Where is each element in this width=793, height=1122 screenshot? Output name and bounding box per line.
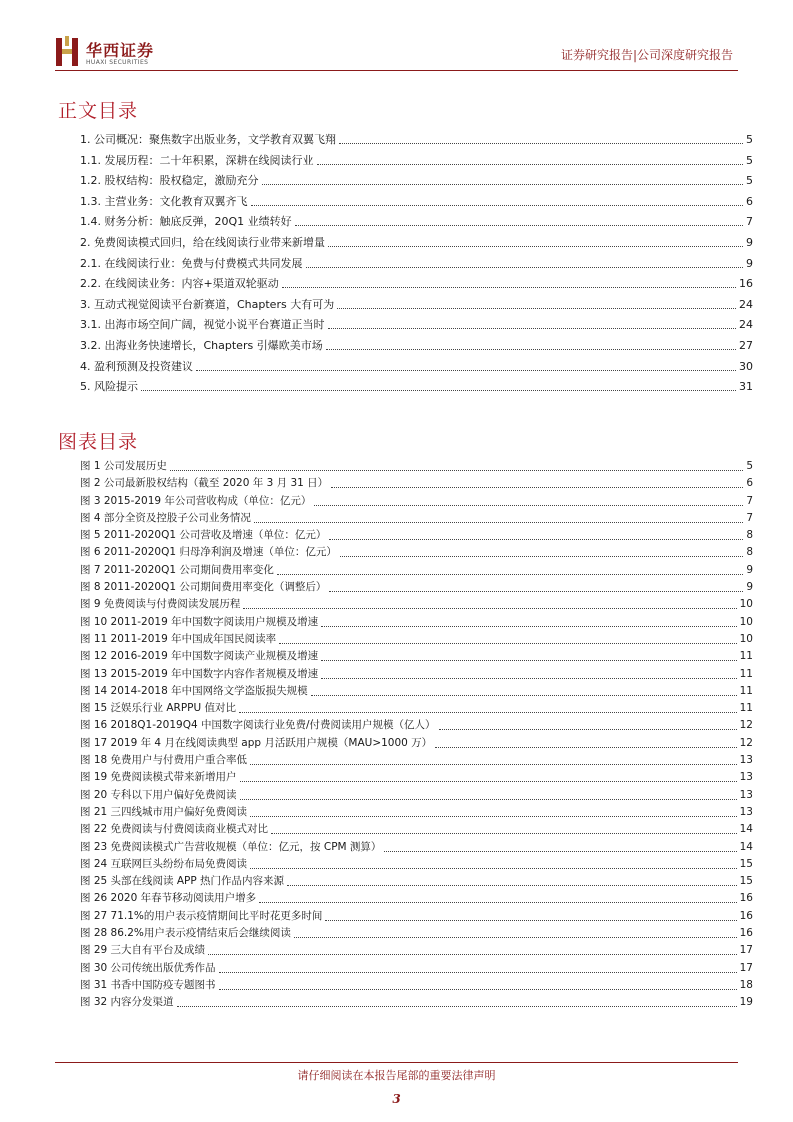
figure-entry-label: 图 23 免费阅读模式广告营收规模（单位：亿元，按 CPM 测算） [80,840,382,853]
figure-entry-label: 图 14 2014-2018 年中国网络文学盗版损失规模 [80,684,308,697]
figure-entry-label: 图 4 部分全资及控股子公司业务情况 [80,511,251,524]
toc-entry-label: 2. 免费阅读模式回归，给在线阅读行业带来新增量 [80,235,325,249]
figure-entry-label: 图 19 免费阅读模式带来新增用户 [80,771,237,784]
toc-entry-label: 4. 盈利预测及投资建议 [80,359,193,373]
figure-entry[interactable] [80,823,753,836]
figures-title: 图表目录 [58,431,139,453]
figure-entry[interactable] [80,789,753,802]
figure-entry[interactable] [80,495,753,508]
figure-entry-page: 11 [739,650,753,663]
figure-entry-page: 15 [739,875,753,888]
figure-entry-page: 14 [739,840,753,853]
legal-disclaimer: 请仔细阅读在本报告尾部的重要法律声明 [297,1069,496,1082]
figure-entry-label: 图 29 三大自有平台及成绩 [80,944,206,957]
toc-entry-page: 24 [739,318,753,332]
figure-entry[interactable] [80,875,753,888]
figure-entry-page: 17 [739,944,753,957]
figure-entry-page: 16 [739,927,753,940]
figure-entry[interactable] [80,927,753,940]
dot-leader [277,573,743,575]
figure-entry-label: 图 15 泛娱乐行业 ARPPU 值对比 [80,702,237,715]
figure-entry-label: 图 21 三四线城市用户偏好免费阅读 [80,805,248,818]
logo-chinese-name: 华西证券 [86,41,155,60]
figure-entry[interactable] [80,460,753,473]
dot-leader [219,988,737,990]
figure-entry-label: 图 17 2019 年 4 月在线阅读典型 app 月活跃用户规模（MAU>1000 万） [80,736,433,749]
dot-leader [295,224,743,226]
figure-entry[interactable] [80,633,753,646]
toc-entry-label: 3.1. 出海市场空间广阔，视觉小说平台赛道正当时 [80,318,325,332]
dot-leader [240,780,737,782]
figure-entry[interactable] [80,962,753,975]
header-divider [55,70,738,71]
dot-leader [239,711,737,713]
figure-entry[interactable] [80,892,753,905]
toc-entry[interactable] [80,215,753,228]
figure-entry-label: 图 20 专科以下用户偏好免费阅读 [80,788,237,801]
figure-entry-label: 图 5 2011-2020Q1 公司营收及增速（单位：亿元） [80,529,327,542]
figure-entry[interactable] [80,806,753,819]
dot-leader [240,798,737,800]
toc-entry[interactable] [80,277,753,290]
figure-entry-page: 11 [739,684,753,697]
toc-entry[interactable] [80,360,753,373]
figures-list [80,460,753,1014]
figure-entry-page: 9 [746,563,753,576]
dot-leader [287,884,737,886]
toc-entry-label: 2.2. 在线阅读业务：内容+渠道双轮驱动 [80,277,279,291]
figure-entry-page: 11 [739,702,753,715]
toc-entry-label: 2.1. 在线阅读行业：免费与付费模式共同发展 [80,256,303,270]
figure-entry-label: 图 13 2015-2019 年中国数字内容作者规模及增速 [80,667,319,680]
dot-leader [331,486,743,488]
figure-entry-page: 18 [739,978,753,991]
figure-entry-label: 图 16 2018Q1-2019Q4 中国数字阅读行业免费/付费阅读用户规模（亿人） [80,719,436,732]
toc-entry-label: 1.2. 股权结构：股权稳定，激励充分 [80,174,259,188]
toc-entry-page: 6 [746,194,753,208]
figure-entry[interactable] [80,529,753,542]
dot-leader [250,867,737,869]
dot-leader [384,850,736,852]
toc-entry-label: 5. 风险提示 [80,380,138,394]
toc-entry-page: 5 [746,153,753,167]
toc-entry-page: 5 [746,133,753,146]
figure-entry[interactable] [80,702,753,715]
figure-entry[interactable] [80,858,753,871]
figure-entry-label: 图 9 免费阅读与付费阅读发展历程 [80,598,241,611]
figure-entry-label: 图 32 内容分发渠道 [80,996,174,1009]
footer-divider [55,1062,738,1063]
dot-leader [325,919,736,921]
dot-leader [251,204,744,206]
figure-entry-page: 17 [739,961,753,974]
figure-entry[interactable] [80,668,753,681]
toc-entry-label: 3.2. 出海业务快速增长，Chapters 引爆欧美市场 [80,338,323,352]
dot-leader [321,659,737,661]
figure-entry-page: 16 [739,909,753,922]
toc-list [80,133,753,401]
dot-leader [328,327,737,329]
figure-entry-label: 图 2 公司最新股权结构（截至 2020 年 3 月 31 日） [80,477,329,490]
dot-leader [340,555,743,557]
toc-entry-page: 9 [746,235,753,249]
toc-entry-label: 1.1. 发展历程：二十年积累，深耕在线阅读行业 [80,153,314,167]
figure-entry[interactable] [80,910,753,923]
dot-leader [329,590,743,592]
figure-entry[interactable] [80,841,753,854]
figure-entry-page: 13 [739,771,753,784]
figure-entry-label: 图 31 书香中国防疫专题图书 [80,978,216,991]
figure-entry-page: 10 [739,632,753,645]
toc-entry-page: 31 [739,380,753,394]
logo-english-name: HUAXI SECURITIES [86,59,149,66]
dot-leader [328,245,743,247]
figure-entry[interactable] [80,581,753,594]
dot-leader [279,642,737,644]
figure-entry-page: 13 [739,805,753,818]
figure-entry-label: 图 22 免费阅读与付费阅读商业模式对比 [80,823,269,836]
page-number: 3 [392,1092,401,1106]
figure-entry-label: 图 25 头部在线阅读 APP 热门作品内容来源 [80,875,285,888]
toc-entry-page: 5 [746,174,753,188]
toc-entry[interactable] [80,195,753,208]
dot-leader [439,728,737,730]
toc-entry[interactable] [80,298,753,311]
dot-leader [250,815,737,817]
toc-entry-page: 30 [739,359,753,373]
dot-leader [254,521,743,523]
dot-leader [208,953,737,955]
figure-entry-page: 7 [746,494,753,507]
figure-entry-label: 图 28 86.2%用户表示疫情结束后会继续阅读 [80,927,291,940]
figure-entry-label: 图 24 互联网巨头纷纷布局免费阅读 [80,857,248,870]
figure-entry-page: 13 [739,788,753,801]
figure-entry[interactable] [80,546,753,559]
figure-entry-page: 10 [739,598,753,611]
figure-entry-label: 图 6 2011-2020Q1 归母净利润及增速（单位：亿元） [80,546,337,559]
toc-entry-label: 3. 互动式视觉阅读平台新赛道，Chapters 大有可为 [80,297,335,311]
figure-entry-label: 图 27 71.1%的用户表示疫情期间比平时花更多时间 [80,909,323,922]
figure-entry-label: 图 12 2016-2019 年中国数字阅读产业规模及增速 [80,650,319,663]
dot-leader [326,348,736,350]
figure-entry-page: 13 [739,754,753,767]
toc-entry[interactable] [80,236,753,249]
dot-leader [314,504,743,506]
figure-entry-page: 19 [739,996,753,1009]
toc-title: 正文目录 [58,100,139,122]
figure-entry-label: 图 26 2020 年春节移动阅读用户增多 [80,892,257,905]
huaxi-logo-icon [55,36,79,68]
figure-entry[interactable] [80,719,753,732]
figure-entry-page: 12 [739,736,753,749]
figure-entry[interactable] [80,944,753,957]
dot-leader [317,163,744,165]
figure-entry-page: 7 [746,511,753,524]
figure-entry-label: 图 8 2011-2020Q1 公司期间费用率变化（调整后） [80,581,327,594]
toc-entry[interactable] [80,174,753,187]
toc-entry-page: 27 [739,338,753,352]
figure-entry-page: 9 [746,581,753,594]
figure-entry-label: 图 10 2011-2019 年中国数字阅读用户规模及增速 [80,615,319,628]
figure-entry[interactable] [80,737,753,750]
toc-entry[interactable] [80,133,753,146]
toc-entry-label: 1.3. 主营业务：文化教育双翼齐飞 [80,194,248,208]
dot-leader [177,1005,737,1007]
toc-entry[interactable] [80,380,753,393]
dot-leader [294,936,737,938]
figure-entry[interactable] [80,979,753,992]
figure-entry[interactable] [80,598,753,611]
toc-entry-label: 1.4. 财务分析：触底反弹，20Q1 业绩转好 [80,215,292,229]
toc-entry-label: 1. 公司概况：聚焦数字出版业务，文学教育双翼飞翔 [80,133,336,146]
dot-leader [170,469,743,471]
figure-entry-page: 5 [746,460,753,472]
figure-entry[interactable] [80,996,753,1009]
dot-leader [282,286,736,288]
dot-leader [306,266,744,268]
figure-entry-page: 6 [746,477,753,490]
figure-entry-label: 图 1 公司发展历史 [80,460,167,472]
figure-entry[interactable] [80,616,753,629]
report-type-label: 证券研究报告|公司深度研究报告 [560,48,733,62]
dot-leader [219,971,737,973]
figure-entry[interactable] [80,477,753,490]
dot-leader [259,901,737,903]
dot-leader [435,746,736,748]
dot-leader [337,307,736,309]
toc-entry-page: 7 [746,215,753,229]
figure-entry-page: 14 [739,823,753,836]
figure-entry[interactable] [80,650,753,663]
figure-entry-label: 图 11 2011-2019 年中国成年国民阅读率 [80,632,277,645]
dot-leader [250,763,737,765]
toc-entry[interactable] [80,257,753,270]
figure-entry-label: 图 18 免费用户与付费用户重合率低 [80,754,248,767]
figure-entry-page: 15 [739,857,753,870]
figure-entry[interactable] [80,771,753,784]
toc-entry-page: 24 [739,297,753,311]
dot-leader [321,625,737,627]
dot-leader [321,677,737,679]
page-header [0,0,793,75]
figure-entry[interactable] [80,685,753,698]
toc-entry-page: 9 [746,256,753,270]
figure-entry-label: 图 3 2015-2019 年公司营收构成（单位：亿元） [80,494,312,507]
figure-entry-page: 8 [746,546,753,559]
toc-entry-page: 16 [739,277,753,291]
figure-entry[interactable] [80,564,753,577]
figure-entry-page: 16 [739,892,753,905]
dot-leader [141,389,736,391]
figure-entry[interactable] [80,512,753,525]
toc-entry[interactable] [80,339,753,352]
figure-entry-page: 11 [739,667,753,680]
dot-leader [262,183,744,185]
dot-leader [196,369,736,371]
toc-entry[interactable] [80,318,753,331]
dot-leader [311,694,737,696]
figure-entry-label: 图 7 2011-2020Q1 公司期间费用率变化 [80,563,274,576]
figure-entry[interactable] [80,754,753,767]
dot-leader [271,832,737,834]
figure-entry-page: 12 [739,719,753,732]
dot-leader [339,142,743,144]
dot-leader [329,538,743,540]
dot-leader [243,607,736,609]
toc-entry[interactable] [80,154,753,167]
figure-entry-label: 图 30 公司传统出版优秀作品 [80,961,216,974]
figure-entry-page: 8 [746,529,753,542]
figure-entry-page: 10 [739,615,753,628]
